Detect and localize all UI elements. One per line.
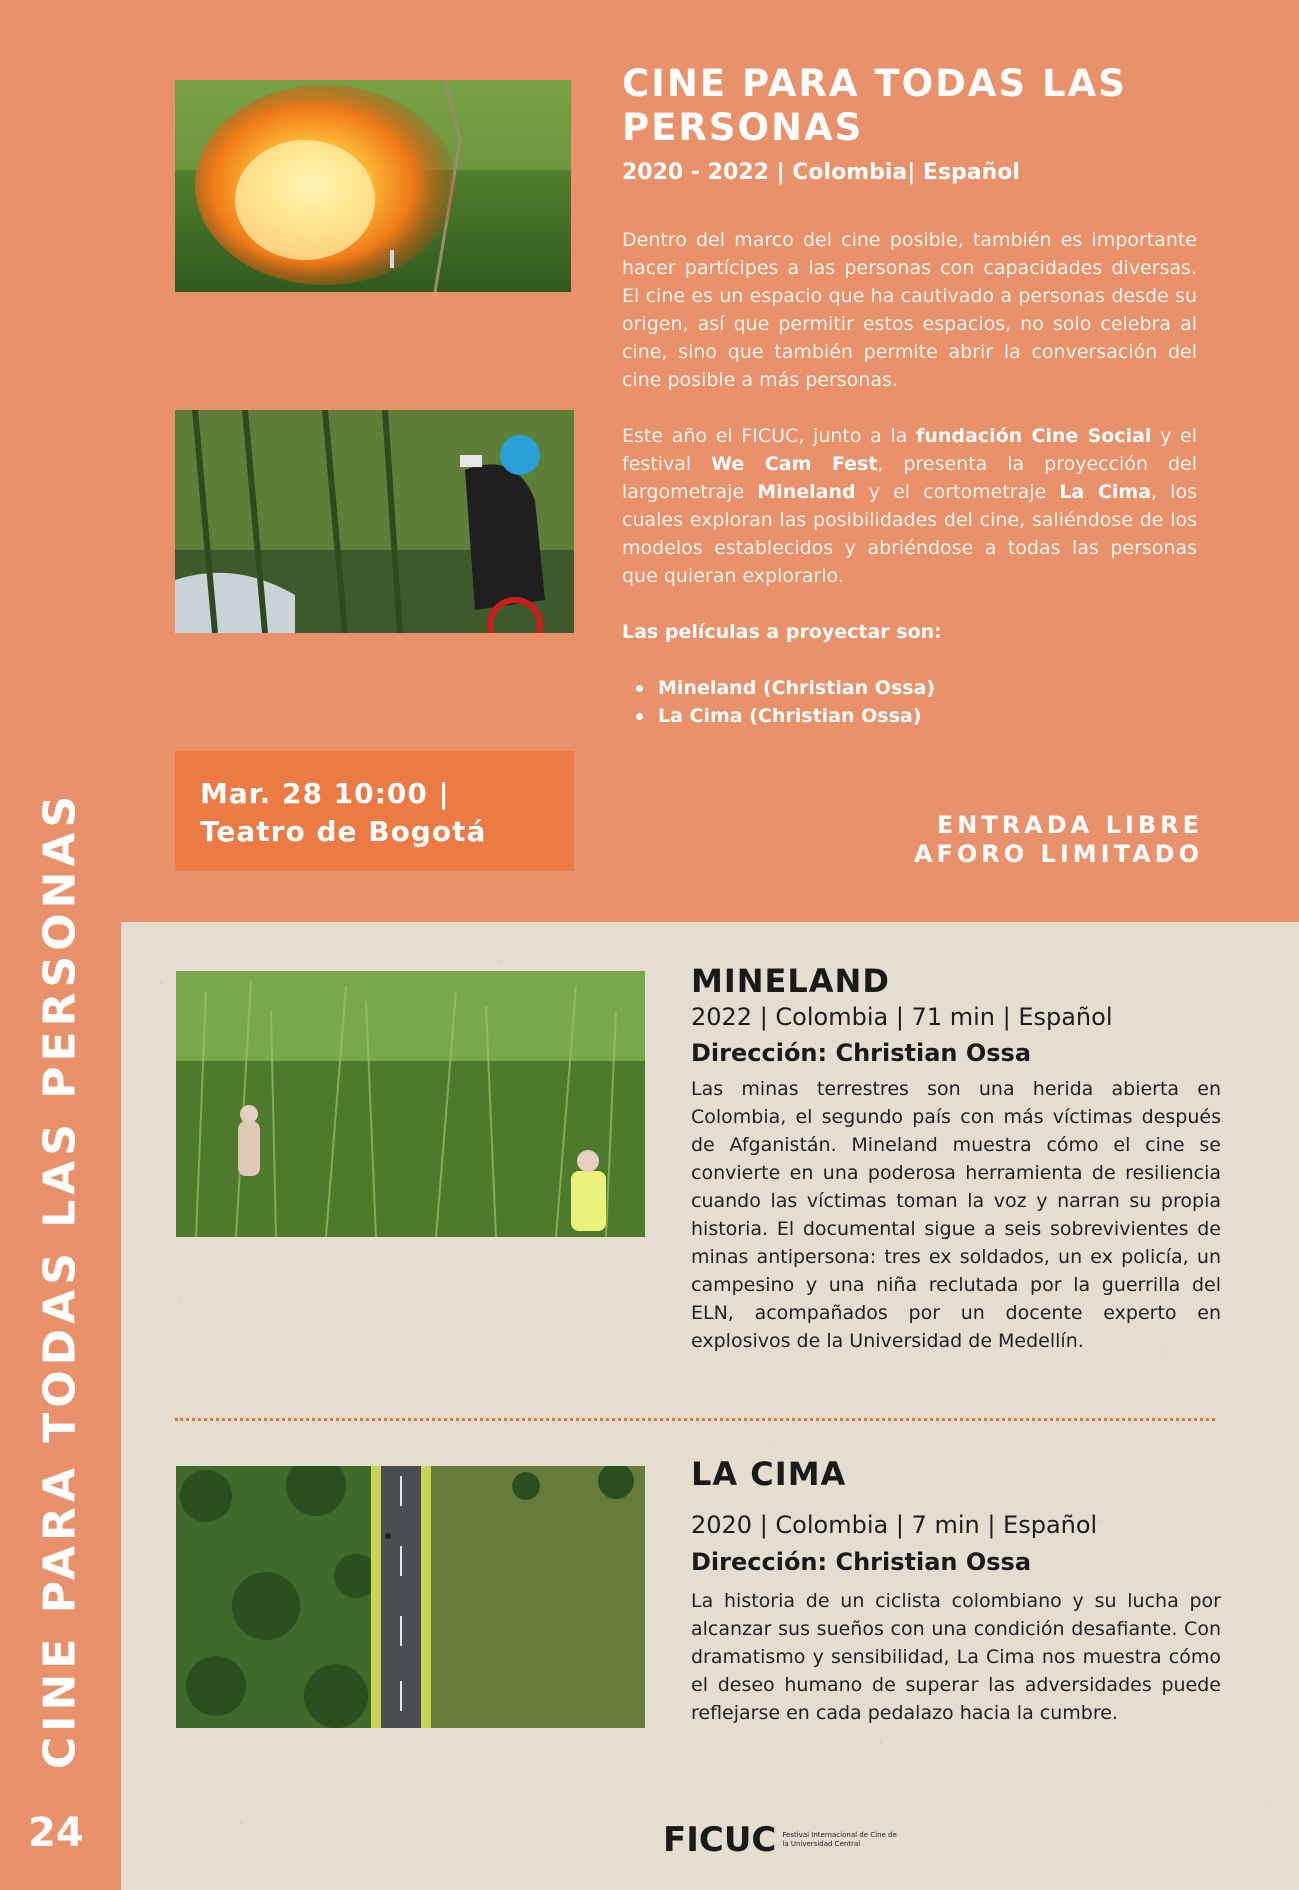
section-divider (175, 1418, 1215, 1421)
cyclist-still-image (175, 410, 574, 633)
la-cima-still-image (176, 1466, 645, 1728)
la-cima-synopsis: La historia de un ciclista colombiano y su lucha por alcanzar sus sueños con una condición desafiante. Con dramatismo y sensibilidad, La Cima nos muestra cómo el deseo humano de superar las adversidades puede reflejarse en cada pedalazo hacia la cumbre. (691, 1590, 1221, 1724)
la-cima-director: Dirección: Christian Ossa (691, 1548, 1032, 1576)
list-item: La Cima (Christian Ossa) (632, 702, 1197, 730)
mineland-synopsis: Las minas terrestres son una herida abierta en Colombia, el segundo país con más víctimas después de Afganistán. Mineland muestra cómo el cine se convierte en una poderosa herramienta de resiliencia cuando las víctimas toman la voz y narran su propia historia. El documental sigue a seis sobrevivientes de minas antipersona: tres ex soldados, un ex policía, un campesino y una niña reclutada por la guerrilla del ELN, acompañados por un docente experto en explosivos de la Universidad de Medellín. (691, 1078, 1221, 1352)
ficuc-logo (663, 1820, 902, 1860)
entry-limited: AFORO LIMITADO (913, 840, 1203, 868)
entry-free: ENTRADA LIBRE (936, 811, 1203, 839)
entry-info (914, 811, 1203, 869)
films-heading: Las películas a proyectar son: (622, 621, 942, 643)
top-section (0, 0, 1299, 922)
mineland-director: Dirección: Christian Ossa (691, 1039, 1032, 1067)
la-cima-title: LA CIMA (691, 1455, 847, 1493)
event-paragraph-2: Este año el FICUC, junto a la fundación Cine Social y el festival We Cam Fest, presenta la proyección del largometraje Mineland y el cortometraje La Cima, los cuales exploran las posibilidades del cine, saliéndose de los modelos establecidos y abriéndose a todas las personas que quieran explorarlo. (622, 425, 1197, 587)
date-venue-box (175, 751, 574, 871)
films-list (632, 674, 1197, 730)
event-meta: 2020 - 2022 | Colombia| Español (622, 160, 1020, 185)
explosion-still-image (175, 80, 571, 292)
event-title: CINE PARA TODAS LAS PERSONAS (622, 62, 1127, 149)
logo-wordmark: FICUC (663, 1820, 777, 1860)
mineland-still-image (176, 971, 645, 1237)
page-number: 24 (28, 1810, 84, 1856)
mineland-title: MINELAND (691, 962, 890, 1000)
logo-subtitle: Festival Internacional de Cine de la Universidad Central (782, 1831, 897, 1848)
la-cima-meta: 2020 | Colombia | 7 min | Español (691, 1511, 1098, 1539)
event-paragraph-1: Dentro del marco del cine posible, también es importante hacer partícipes a las personas con capacidades diversas. El cine es un espacio que ha cautivado a personas desde su origen, así que permitir estos espacios, no solo celebra al cine, sino que también permite abrir la conversación del cine posible a más personas. (622, 229, 1197, 391)
event-description (622, 226, 1197, 730)
mineland-meta: 2022 | Colombia | 71 min | Español (691, 1003, 1113, 1031)
venue: Teatro de Bogotá (200, 815, 487, 848)
list-item: Mineland (Christian Ossa) (632, 674, 1197, 702)
date-time: Mar. 28 10:00 | (200, 777, 450, 810)
side-vertical-title: CINE PARA TODAS LAS PERSONAS (34, 790, 86, 1770)
